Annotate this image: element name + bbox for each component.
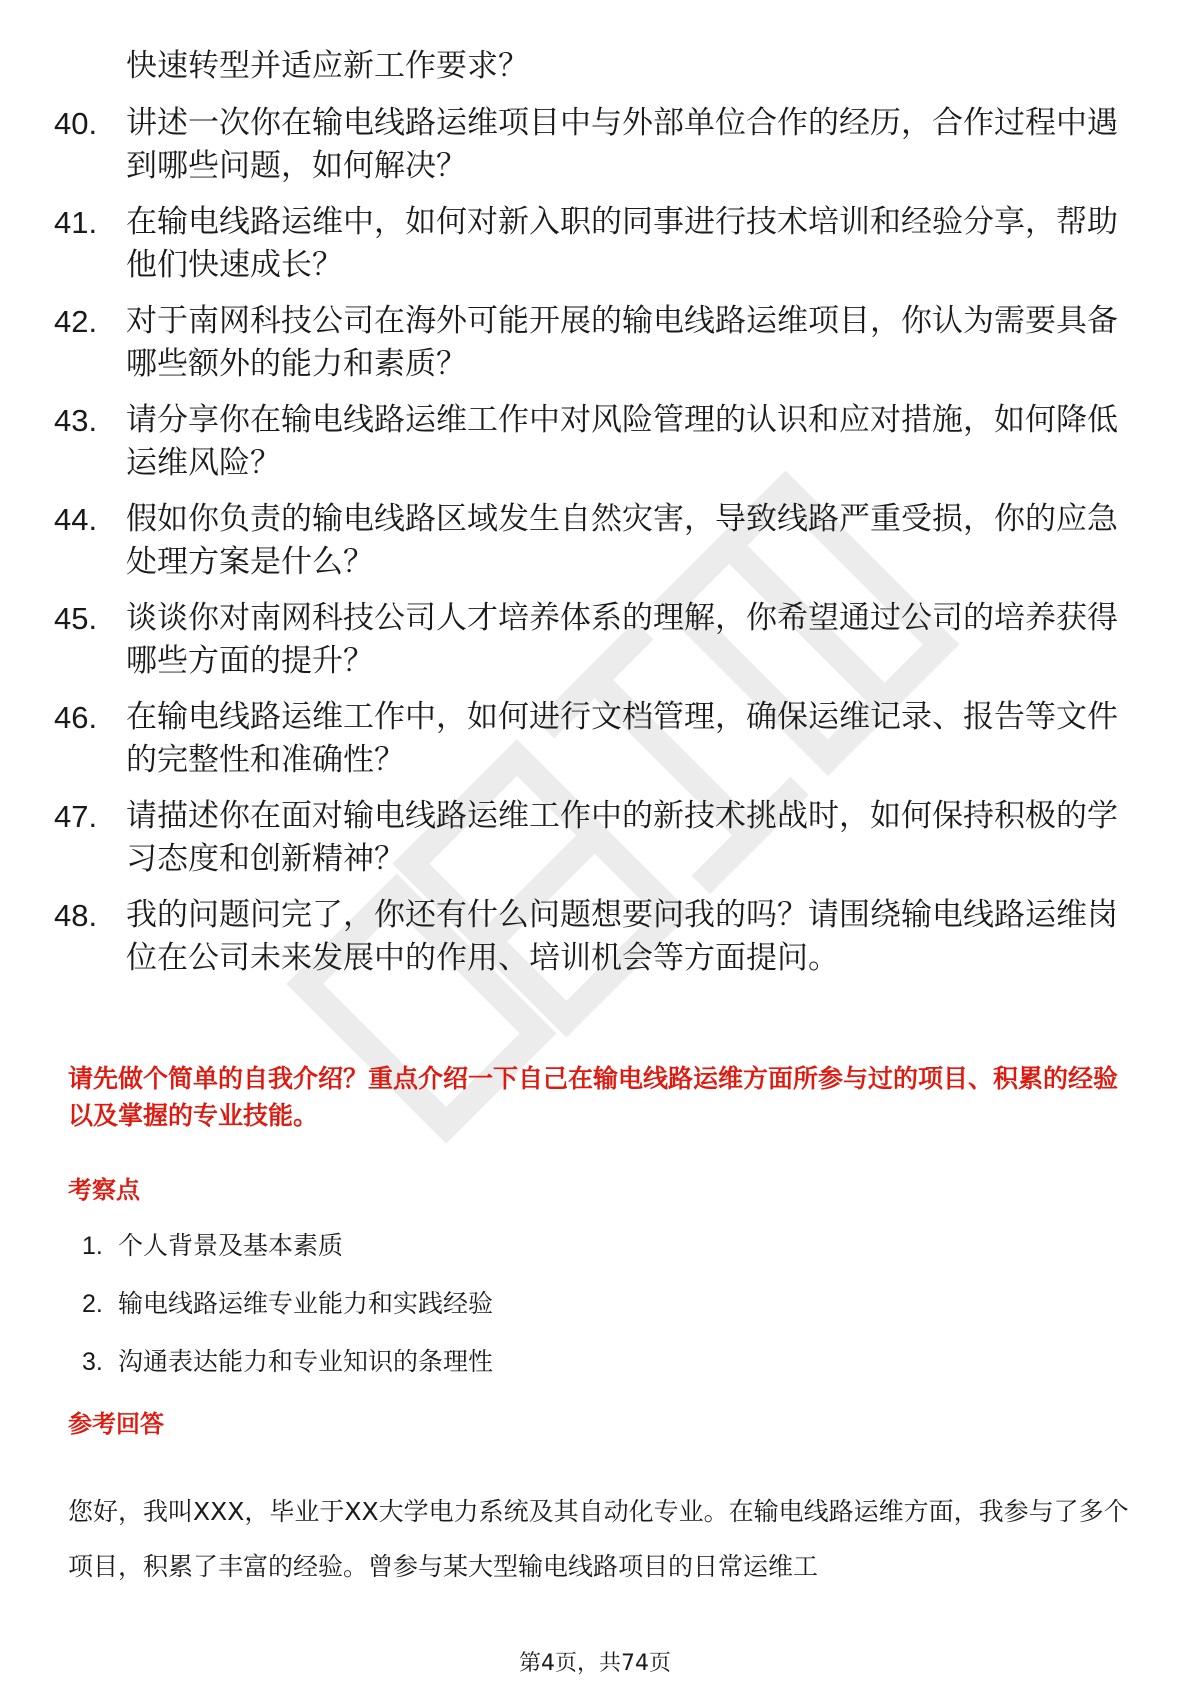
- question-list: [54, 44, 1134, 993]
- question-text: 请分享你在输电线路运维工作中对风险管理的认识和应对措施，如何降低运维风险？: [126, 402, 1118, 481]
- question-item: [54, 102, 1134, 188]
- question-text: 请描述你在面对输电线路运维工作中的新技术挑战时，如何保持积极的学习态度和创新精神？: [126, 798, 1118, 877]
- question-continuation: 快速转型并适应新工作要求？: [126, 48, 529, 84]
- question-number: 42.: [54, 304, 98, 339]
- question-number: 44.: [54, 502, 98, 537]
- question-item: [54, 201, 1134, 287]
- question-number: 45.: [54, 601, 98, 636]
- assessment-point: [82, 1286, 493, 1322]
- question-text: 我的问题问完了，你还有什么问题想要问我的吗？请围绕输电线路运维岗位在公司未来发展中的作用、培训机会等方面提问。: [126, 897, 1118, 976]
- page-number: 第4页，共74页: [519, 1651, 671, 1676]
- question-number: 40.: [54, 106, 98, 141]
- question-text: 对于南网科技公司在海外可能开展的输电线路运维项目，你认为需要具备哪些额外的能力和素质？: [126, 303, 1118, 382]
- point-text: 个人背景及基本素质: [118, 1231, 344, 1260]
- point-number: 1.: [82, 1232, 103, 1260]
- question-text: 谈谈你对南网科技公司人才培养体系的理解，你希望通过公司的培养获得哪些方面的提升？: [126, 600, 1118, 679]
- assessment-point: [82, 1344, 493, 1380]
- point-number: 3.: [82, 1348, 103, 1376]
- question-text: 讲述一次你在输电线路运维项目中与外部单位合作的经历，合作过程中遇到哪些问题，如何解决？: [126, 105, 1118, 184]
- point-text: 沟通表达能力和专业知识的条理性: [118, 1347, 494, 1376]
- question-item: [54, 498, 1134, 584]
- assessment-points: [82, 1228, 493, 1402]
- highlight-question: 请先做个简单的自我介绍？重点介绍一下自己在输电线路运维方面所参与过的项目、积累的经验以及掌握的专业技能。: [68, 1064, 1119, 1130]
- question-number: 43.: [54, 403, 98, 438]
- question-item: [54, 597, 1134, 683]
- point-text: 输电线路运维专业能力和实践经验: [118, 1289, 494, 1318]
- question-item: [54, 300, 1134, 386]
- question-item: [54, 795, 1134, 881]
- question-text: 在输电线路运维工作中，如何进行文档管理，确保运维记录、报告等文件的完整性和准确性？: [126, 699, 1118, 778]
- reference-answer: 您好，我叫XXX，毕业于XX大学电力系统及其自动化专业。在输电线路运维方面，我参与了多个项目，积累了丰富的经验。曾参与某大型输电线路项目的日常运维工: [68, 1497, 1129, 1581]
- reference-title: 参考回答: [68, 1410, 164, 1438]
- question-text: 在输电线路运维中，如何对新入职的同事进行技术培训和经验分享，帮助他们快速成长？: [126, 204, 1118, 283]
- point-number: 2.: [82, 1290, 103, 1318]
- question-number: 46.: [54, 700, 98, 735]
- question-number: 41.: [54, 205, 98, 240]
- question-item: [54, 696, 1134, 782]
- question-item: [54, 894, 1134, 980]
- question-number: 47.: [54, 799, 98, 834]
- question-number: 48.: [54, 898, 98, 933]
- question-item: [54, 399, 1134, 485]
- assessment-title: 考察点: [68, 1176, 140, 1204]
- assessment-point: [82, 1228, 493, 1264]
- question-text: 假如你负责的输电线路区域发生自然灾害，导致线路严重受损，你的应急处理方案是什么？: [126, 501, 1118, 580]
